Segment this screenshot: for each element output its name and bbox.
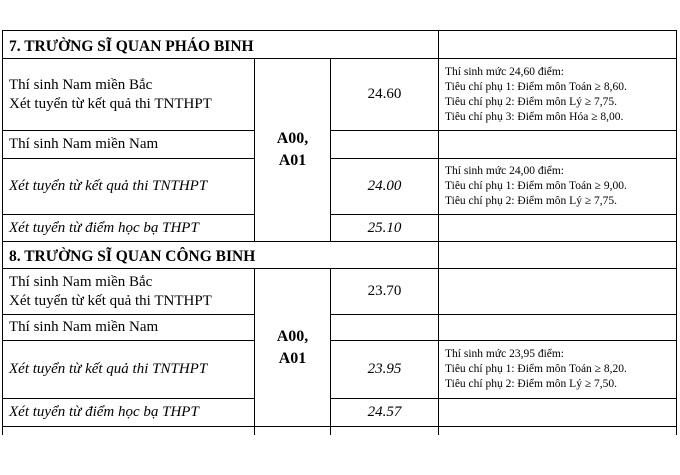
candidate-label-cell: Xét tuyển từ kết quả thi TNTHPT [3, 341, 255, 399]
empty-cell [255, 427, 331, 435]
note-line: Tiêu chí phụ 2: Điểm môn Lý ≥ 7,75. [445, 95, 618, 108]
section-title: 8. TRƯỜNG SĨ QUAN CÔNG BINH [3, 242, 439, 269]
table-row [3, 131, 677, 159]
note-line: Thí sinh mức 24,60 điểm: [445, 65, 565, 78]
candidate-label-cell: Thí sinh Nam miền Nam [3, 131, 255, 159]
candidate-group-text: Thí sinh Nam miền Bắc [9, 76, 153, 93]
score-cell: 24.00 [331, 159, 439, 215]
admission-method-text: Xét tuyển từ kết quả thi TNTHPT [9, 292, 212, 309]
subject-combination-code [255, 269, 331, 427]
note-line: Tiêu chí phụ 1: Điểm môn Toán ≥ 8,60. [445, 80, 627, 93]
score-cell [331, 131, 439, 159]
candidate-label-cell [3, 59, 255, 131]
empty-cell [439, 215, 677, 242]
tiebreak-notes-cell [439, 59, 677, 131]
empty-cell [439, 242, 677, 269]
table-row [3, 159, 677, 215]
code-line: A01 [278, 349, 307, 367]
section-header-row [3, 242, 677, 269]
note-line: Tiêu chí phụ 3: Điểm môn Hóa ≥ 8,00. [445, 110, 624, 123]
score-cell: 24.57 [331, 399, 439, 427]
code-line: A01 [278, 152, 307, 169]
empty-cell [3, 427, 255, 435]
empty-cell [439, 399, 677, 427]
table-row [3, 315, 677, 341]
admission-score-table [2, 30, 677, 435]
tiebreak-notes-cell [439, 341, 677, 399]
score-cell: 23.70 [331, 269, 439, 315]
empty-cell [439, 315, 677, 341]
table-row [3, 269, 677, 315]
score-cell: 23.95 [331, 341, 439, 399]
section-header-row [3, 31, 677, 59]
empty-cell [439, 427, 677, 435]
note-line: Tiêu chí phụ 1: Điểm môn Toán ≥ 9,00. [445, 180, 627, 192]
candidate-group-text: Thí sinh Nam miền Bắc [9, 273, 153, 290]
candidate-label-cell: Xét tuyển từ kết quả thi TNTHPT [3, 159, 255, 215]
admission-method-text: Xét tuyển từ kết quả thi TNTHPT [9, 95, 212, 112]
candidate-label-cell: Xét tuyển từ điểm học bạ THPT [3, 399, 255, 427]
note-line: Thí sinh mức 23,95 điểm: [445, 348, 565, 360]
note-line: Thí sinh mức 24,00 điểm: [445, 165, 565, 177]
table-row [3, 341, 677, 399]
note-line: Tiêu chí phụ 2: Điểm môn Lý ≥ 7,75. [445, 195, 618, 207]
note-line: Tiêu chí phụ 2: Điểm môn Lý ≥ 7,50. [445, 378, 618, 390]
empty-cell [331, 427, 439, 435]
score-cell: 24.60 [331, 59, 439, 131]
tiebreak-notes-cell [439, 159, 677, 215]
section-title: 7. TRƯỜNG SĨ QUAN PHÁO BINH [3, 31, 439, 59]
empty-cell [439, 31, 677, 59]
subject-combination-code [255, 59, 331, 242]
score-cell [331, 315, 439, 341]
score-cell: 25.10 [331, 215, 439, 242]
code-line: A00, [276, 130, 309, 147]
empty-cell [439, 131, 677, 159]
note-line: Tiêu chí phụ 1: Điểm môn Toán ≥ 8,20. [445, 363, 627, 375]
code-line: A00, [276, 327, 309, 345]
table-row [3, 215, 677, 242]
table-row [3, 399, 677, 427]
table-row [3, 59, 677, 131]
candidate-label-cell: Thí sinh Nam miền Nam [3, 315, 255, 341]
candidate-label-cell: Xét tuyển từ điểm học bạ THPT [3, 215, 255, 242]
table-row-partial [3, 427, 677, 435]
empty-cell [439, 269, 677, 315]
candidate-label-cell [3, 269, 255, 315]
